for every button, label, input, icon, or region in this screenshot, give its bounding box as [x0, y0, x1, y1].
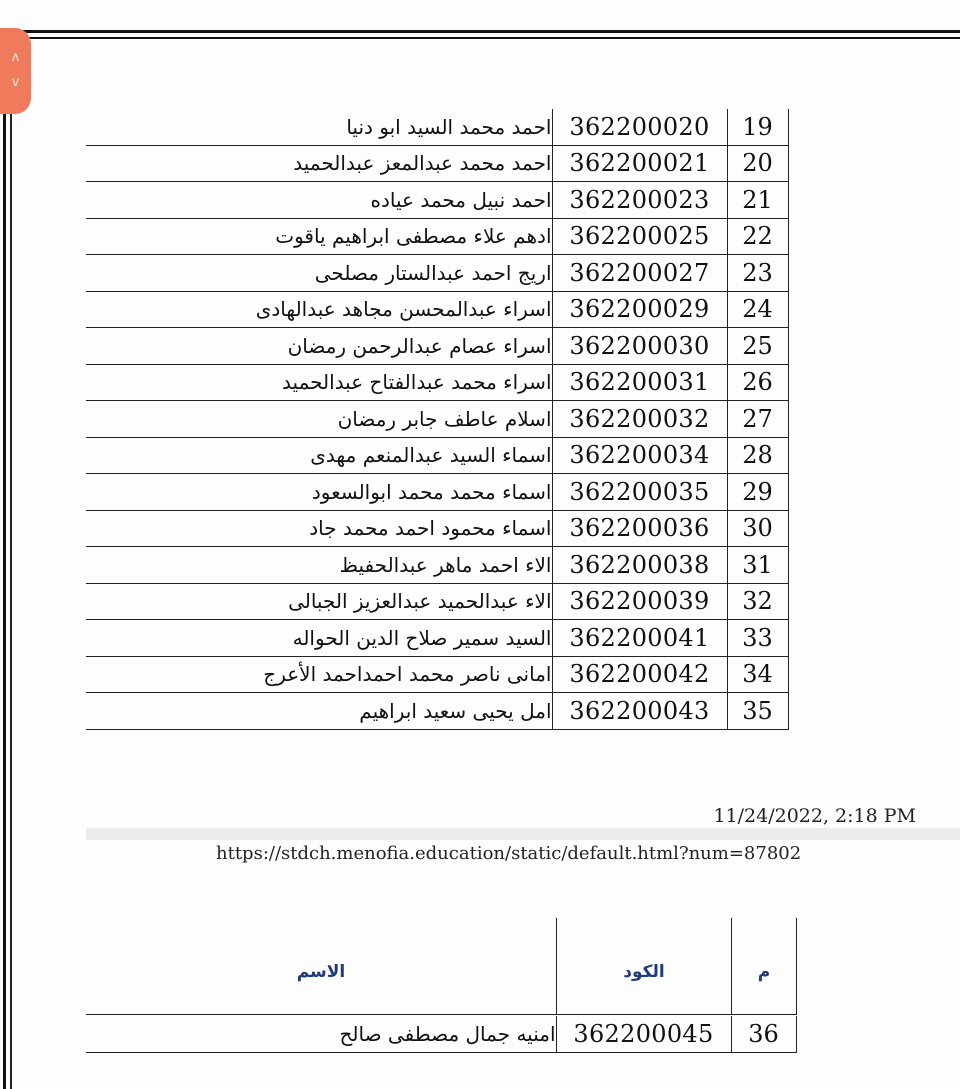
- row-number: 20: [727, 145, 788, 182]
- chevron-up-icon[interactable]: ᐱ: [12, 53, 19, 64]
- print-url: https://stdch.menofia.education/static/default.html?num=87802: [216, 843, 802, 864]
- row-number: 22: [727, 218, 788, 255]
- student-code: 362200036: [552, 510, 727, 547]
- table-row: [86, 145, 788, 182]
- row-number: 28: [727, 437, 788, 474]
- row-number: 36: [731, 1016, 796, 1053]
- header-name-label: الاسم: [296, 962, 346, 982]
- row-number: 19: [727, 109, 788, 145]
- student-name: اريج احمد عبدالستار مصلحى: [86, 255, 552, 292]
- student-code: 362200039: [552, 583, 727, 620]
- student-name: اسماء السيد عبدالمنعم مهدى: [86, 437, 552, 474]
- table-row: [86, 109, 788, 145]
- row-number: 30: [727, 510, 788, 547]
- student-code: 362200034: [552, 437, 727, 474]
- student-code: 362200038: [552, 547, 727, 584]
- student-name: اسماء محمد محمد ابوالسعود: [86, 474, 552, 511]
- student-name: اسراء عصام عبدالرحمن رمضان: [86, 328, 552, 365]
- student-name: امل يحيى سعيد ابراهيم: [86, 693, 552, 730]
- students-table: [86, 109, 789, 730]
- table-row: [86, 474, 788, 511]
- student-code: 362200035: [552, 474, 727, 511]
- table-row: [86, 656, 788, 693]
- row-number: 34: [727, 656, 788, 693]
- student-code: 362200032: [552, 401, 727, 438]
- student-name: امنيه جمال مصطفى صالح: [86, 1016, 556, 1053]
- print-timestamp: 11/24/2022, 2:18 PM: [713, 805, 916, 827]
- row-number: 27: [727, 401, 788, 438]
- student-code: 362200042: [552, 656, 727, 693]
- student-name: ادهم علاء مصطفى ابراهيم ياقوت: [86, 218, 552, 255]
- student-name: السيد سمير صلاح الدين الحواله: [86, 620, 552, 657]
- student-name: الاء عبدالحميد عبدالعزيز الجبالى: [86, 583, 552, 620]
- table-row: [86, 291, 788, 328]
- student-code: 362200023: [552, 182, 727, 219]
- student-name: امانى ناصر محمد احمداحمد الأعرج: [86, 656, 552, 693]
- student-name: الاء احمد ماهر عبدالحفيظ: [86, 547, 552, 584]
- table-header: [86, 918, 797, 1015]
- table-row: [86, 693, 788, 730]
- row-number: 21: [727, 182, 788, 219]
- page-nav-tab[interactable]: [0, 28, 31, 114]
- student-code: 362200045: [556, 1016, 731, 1053]
- table-row: [86, 255, 788, 292]
- student-code: 362200029: [552, 291, 727, 328]
- table-row: [86, 1016, 796, 1053]
- table-row: [86, 401, 788, 438]
- student-code: 362200031: [552, 364, 727, 401]
- row-number: 29: [727, 474, 788, 511]
- table-row: [86, 218, 788, 255]
- student-name: اسراء محمد عبدالفتاح عبدالحميد: [86, 364, 552, 401]
- row-number: 25: [727, 328, 788, 365]
- student-name: احمد محمد عبدالمعز عبدالحميد: [86, 145, 552, 182]
- top-border-line: [0, 30, 960, 33]
- row-number: 32: [727, 583, 788, 620]
- student-code: 362200041: [552, 620, 727, 657]
- page-break-band: [86, 828, 960, 840]
- left-border-line-inner: [10, 100, 12, 1089]
- header-name-cell: [86, 918, 557, 1015]
- header-code-label: الكود: [623, 962, 665, 982]
- table-row: [86, 583, 788, 620]
- students-table-continued: [86, 1016, 797, 1053]
- student-code: 362200021: [552, 145, 727, 182]
- header-num-label: م: [757, 962, 771, 982]
- student-name: اسراء عبدالمحسن مجاهد عبدالهادى: [86, 291, 552, 328]
- student-name: احمد نبيل محمد عياده: [86, 182, 552, 219]
- student-code: 362200020: [552, 109, 727, 145]
- table-row: [86, 437, 788, 474]
- chevron-down-icon[interactable]: ᐯ: [12, 78, 19, 89]
- student-code: 362200030: [552, 328, 727, 365]
- table-row: [86, 510, 788, 547]
- student-name: اسلام عاطف جابر رمضان: [86, 401, 552, 438]
- row-number: 26: [727, 364, 788, 401]
- row-number: 24: [727, 291, 788, 328]
- row-number: 31: [727, 547, 788, 584]
- student-code: 362200027: [552, 255, 727, 292]
- table-row: [86, 328, 788, 365]
- row-number: 23: [727, 255, 788, 292]
- student-name: اسماء محمود احمد محمد جاد: [86, 510, 552, 547]
- row-number: 33: [727, 620, 788, 657]
- student-code: 362200025: [552, 218, 727, 255]
- student-name: احمد محمد السيد ابو دنيا: [86, 109, 552, 145]
- left-border-line: [3, 30, 6, 1089]
- row-number: 35: [727, 693, 788, 730]
- table-row: [86, 620, 788, 657]
- table-row: [86, 182, 788, 219]
- header-code-cell: [557, 918, 732, 1015]
- student-code: 362200043: [552, 693, 727, 730]
- table-row: [86, 547, 788, 584]
- table-row: [86, 364, 788, 401]
- header-num-cell: [732, 918, 797, 1015]
- top-border-line-inner: [0, 37, 960, 39]
